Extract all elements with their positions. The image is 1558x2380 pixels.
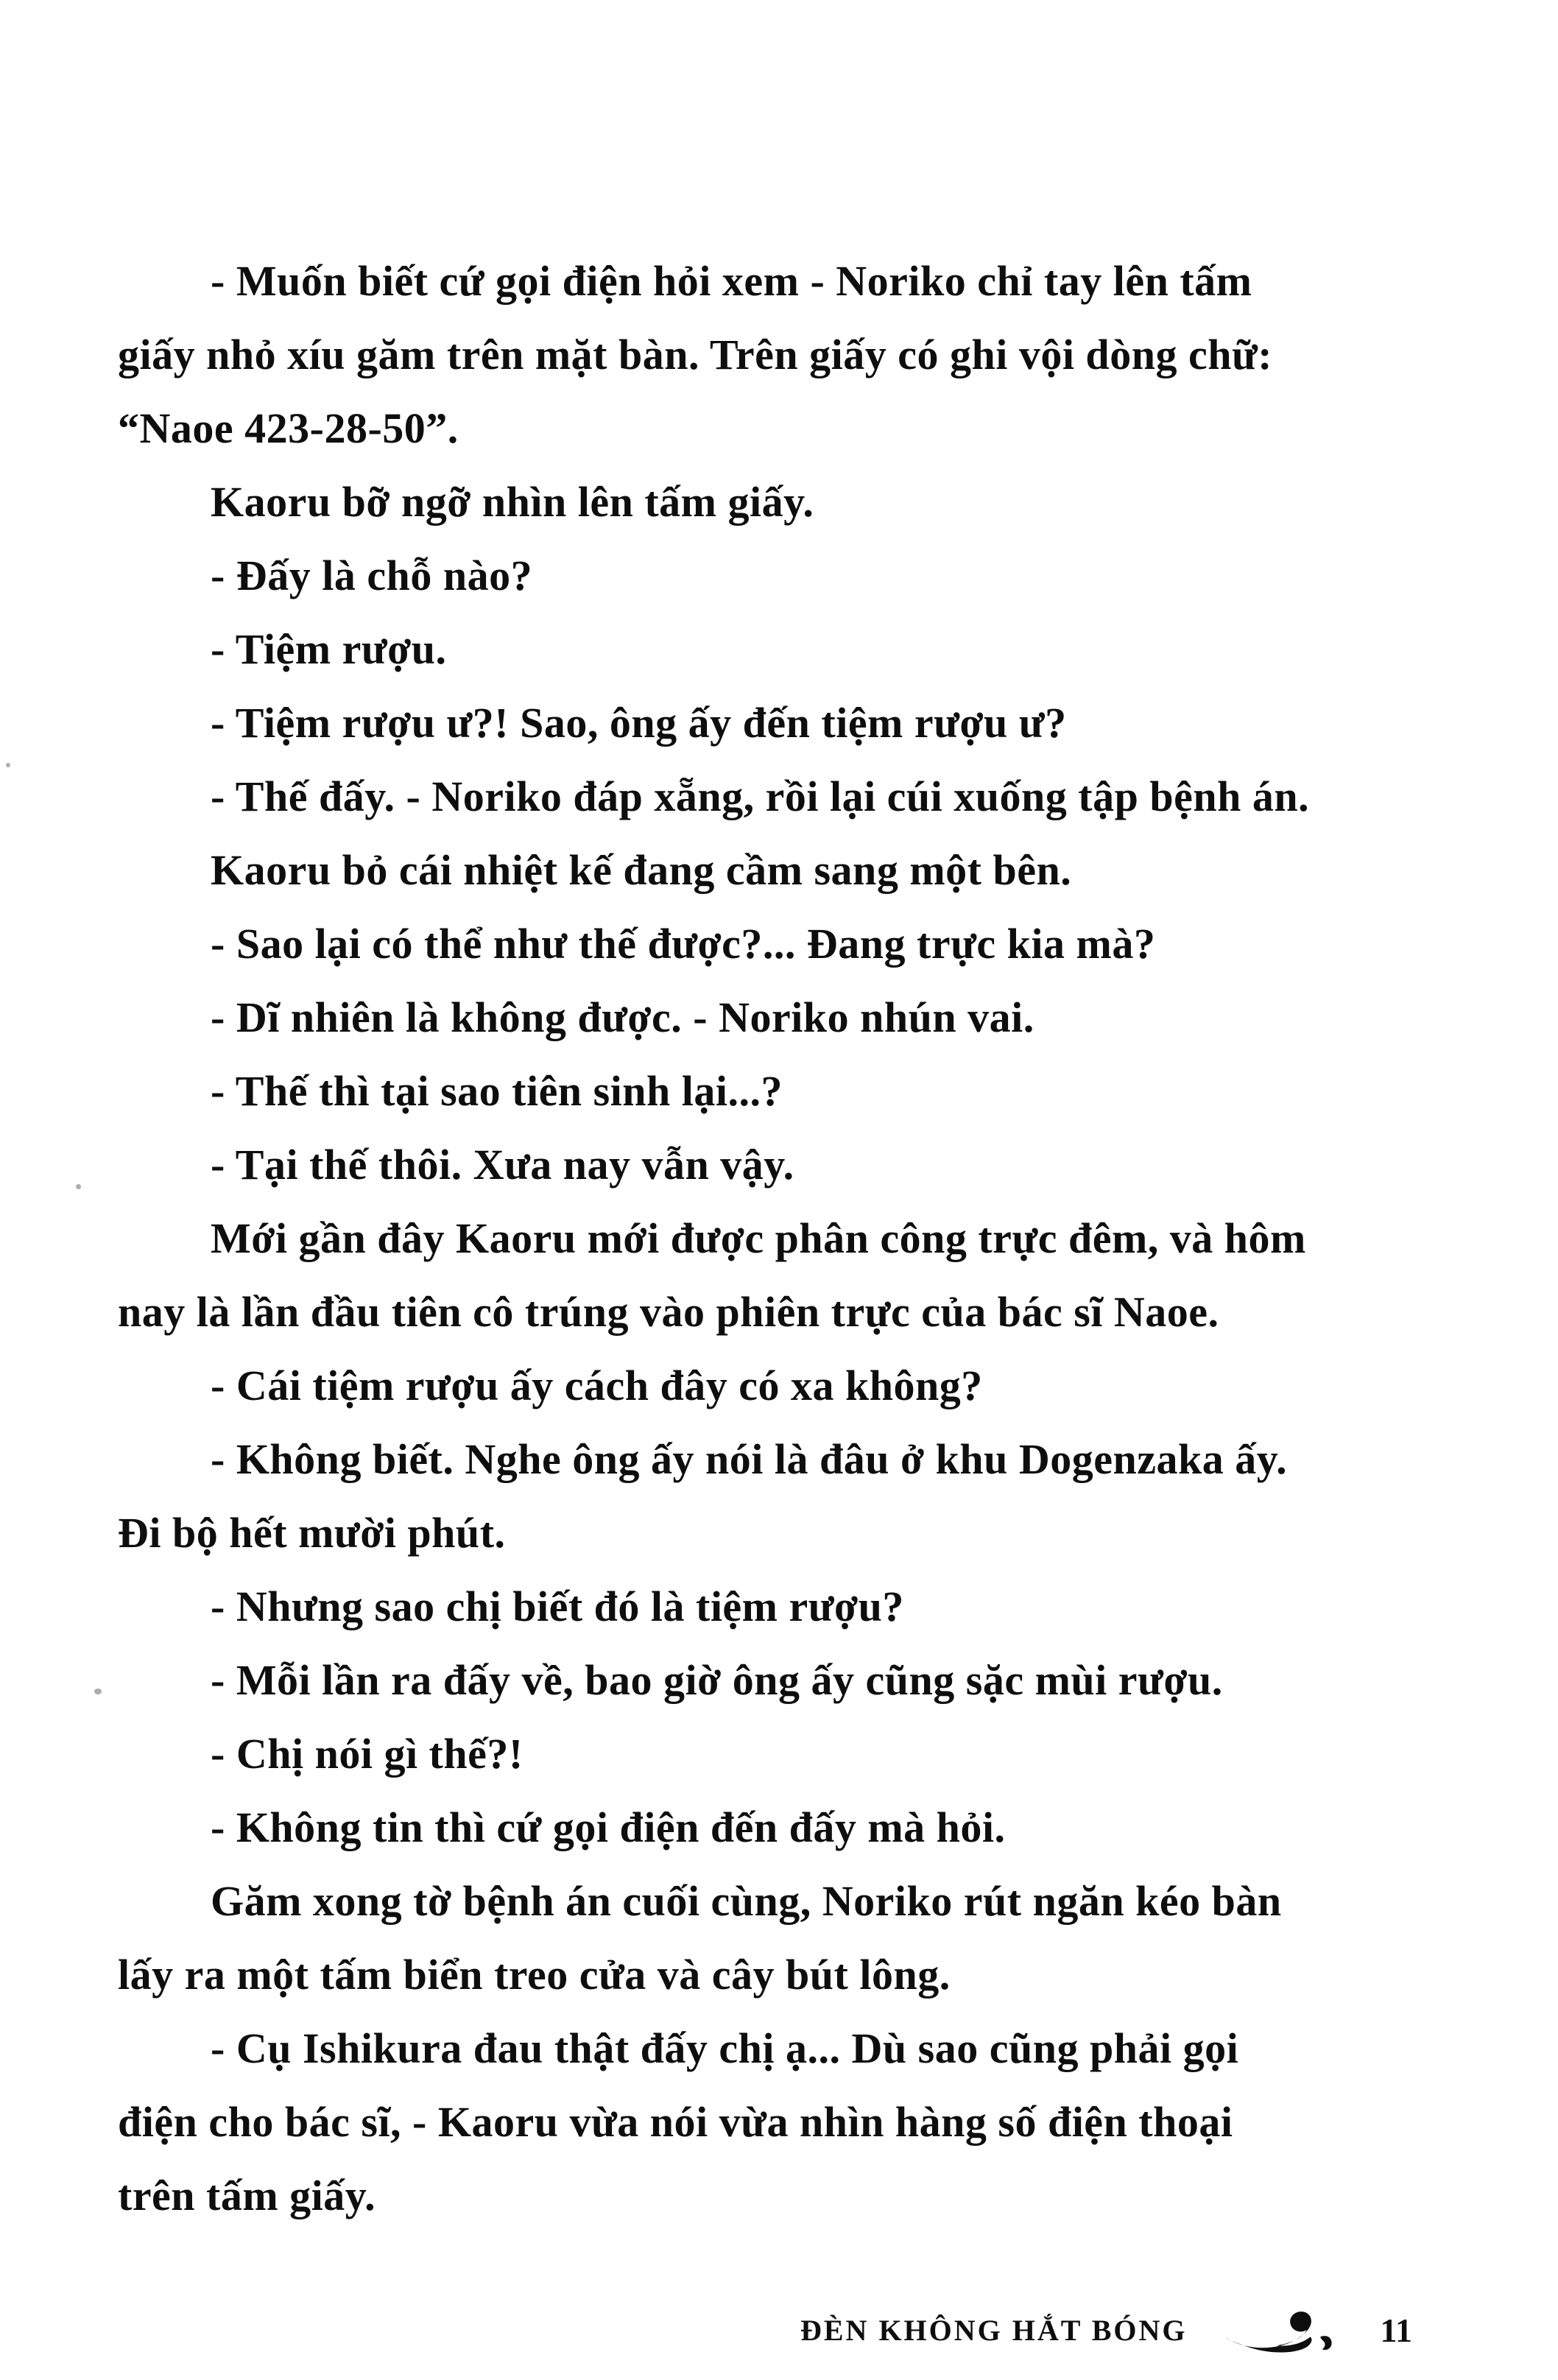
wave-ornament-icon [1222, 2299, 1347, 2361]
text-line: - Nhưng sao chị biết đó là tiệm rượu? [211, 1582, 904, 1630]
text-line: - Thế đấy. - Noriko đáp xẵng, rồi lại cúi xuống tập bệnh án. [211, 772, 1310, 820]
text-line: - Chị nói gì thế?! [211, 1730, 524, 1778]
page-number: 11 [1380, 2311, 1412, 2349]
text-line: - Đấy là chỗ nào? [211, 552, 533, 599]
text-line: Găm xong tờ bệnh án cuối cùng, Noriko rút ngăn kéo bàn [211, 1877, 1282, 1925]
text-line: - Thế thì tại sao tiên sinh lại...? [211, 1067, 783, 1115]
text-line: - Không biết. Nghe ông ấy nói là đâu ở khu Dogenzaka ấy. [211, 1435, 1288, 1483]
page-footer [800, 2299, 1412, 2361]
text-line: - Cái tiệm rượu ấy cách đây có xa không? [211, 1362, 983, 1409]
running-title: ĐÈN KHÔNG HẮT BÓNG [800, 2313, 1188, 2347]
scan-speck [94, 1689, 102, 1694]
text-line: “Naoe 423-28-50”. [118, 404, 459, 452]
text-line: - Mỗi lần ra đấy về, bao giờ ông ấy cũng sặc mùi rượu. [211, 1656, 1223, 1704]
scan-speck [76, 1184, 81, 1189]
text-line: Kaoru bỡ ngỡ nhìn lên tấm giấy. [211, 478, 814, 526]
text-line: Mới gần đây Kaoru mới được phân công trực đêm, và hôm [211, 1214, 1306, 1262]
text-line: giấy nhỏ xíu găm trên mặt bàn. Trên giấy có ghi vội dòng chữ: [118, 331, 1273, 379]
text-line: - Sao lại có thể như thế được?... Đang trực kia mà? [211, 920, 1156, 968]
text-line: điện cho bác sĩ, - Kaoru vừa nói vừa nhìn hàng số điện thoại [118, 2098, 1233, 2146]
text-line: trên tấm giấy. [118, 2172, 376, 2219]
text-line: - Tiệm rượu ư?! Sao, ông ấy đến tiệm rượu ư? [211, 699, 1067, 747]
text-line: - Không tin thì cứ gọi điện đến đấy mà hỏi. [211, 1803, 1006, 1851]
text-line: - Cụ Ishikura đau thật đấy chị ạ... Dù sao cũng phải gọi [211, 2024, 1239, 2072]
text-line: - Tại thế thôi. Xưa nay vẫn vậy. [211, 1141, 794, 1189]
text-line: Đi bộ hết mười phút. [118, 1509, 506, 1557]
scan-speck [6, 763, 10, 767]
text-line: lấy ra một tấm biển treo cửa và cây bút lông. [118, 1951, 951, 1999]
text-line: - Tiệm rượu. [211, 625, 447, 673]
page-text [118, 244, 1454, 2233]
text-line: - Dĩ nhiên là không được. - Noriko nhún vai. [211, 993, 1034, 1041]
text-line: nay là lần đầu tiên cô trúng vào phiên trực của bác sĩ Naoe. [118, 1288, 1219, 1336]
text-line: Kaoru bỏ cái nhiệt kế đang cầm sang một bên. [211, 846, 1072, 894]
text-line: - Muốn biết cứ gọi điện hỏi xem - Noriko chỉ tay lên tấm [211, 257, 1252, 305]
